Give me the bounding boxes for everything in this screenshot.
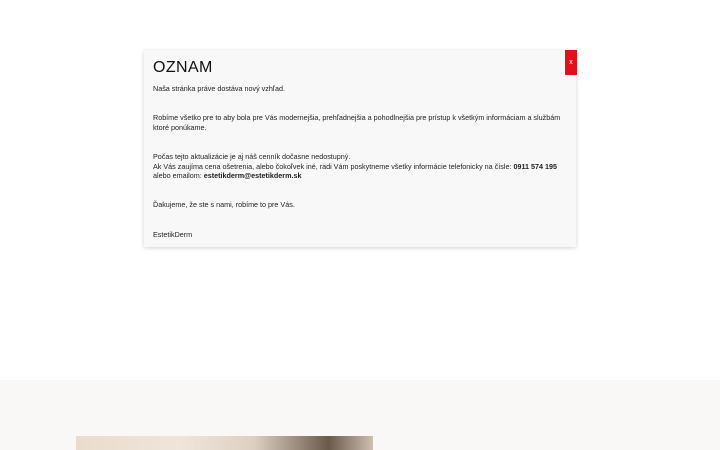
- notice-paragraph-2-line-2: ktoré ponúkame.: [153, 122, 207, 132]
- notice-paragraph-3-line-3: alebo emailom:: [153, 171, 204, 181]
- announcement-modal: [144, 50, 576, 247]
- close-button[interactable]: x: [565, 50, 577, 75]
- notice-paragraph-4: Ďakujeme, že ste s nami, robíme to pre Vás.: [153, 200, 295, 210]
- notice-signature: EstetikDerm: [153, 229, 193, 239]
- notice-paragraph-3-line-1: Počas tejto aktualizácie je aj náš cenník dočasne nedostupný.: [153, 152, 351, 162]
- notice-paragraph-3-line-2: Ak Vás zaujíma cena ošetrenia, alebo čokoľvek iné, radi Vám poskytneme všetky informácie telefonicky na čísle:: [153, 161, 514, 171]
- phone-number[interactable]: 0911 574 195: [513, 161, 558, 171]
- notice-paragraph-1: Naša stránka práve dostáva nový vzhľad.: [153, 84, 285, 93]
- contact-email[interactable]: estetikderm@estetikderm.sk: [203, 171, 302, 181]
- notice-paragraph-2-line-1: Robíme všetko pre to aby bola pre Vás modernejšia, prehľadnejšia a pohodlnejšia pre prístup k všetkým informáciam a službám: [153, 113, 561, 123]
- modal-title: OZNAM: [153, 59, 213, 76]
- notice-paragraph-3: [153, 152, 566, 180]
- notice-paragraph-2: [153, 113, 566, 132]
- hero-image: [76, 436, 373, 450]
